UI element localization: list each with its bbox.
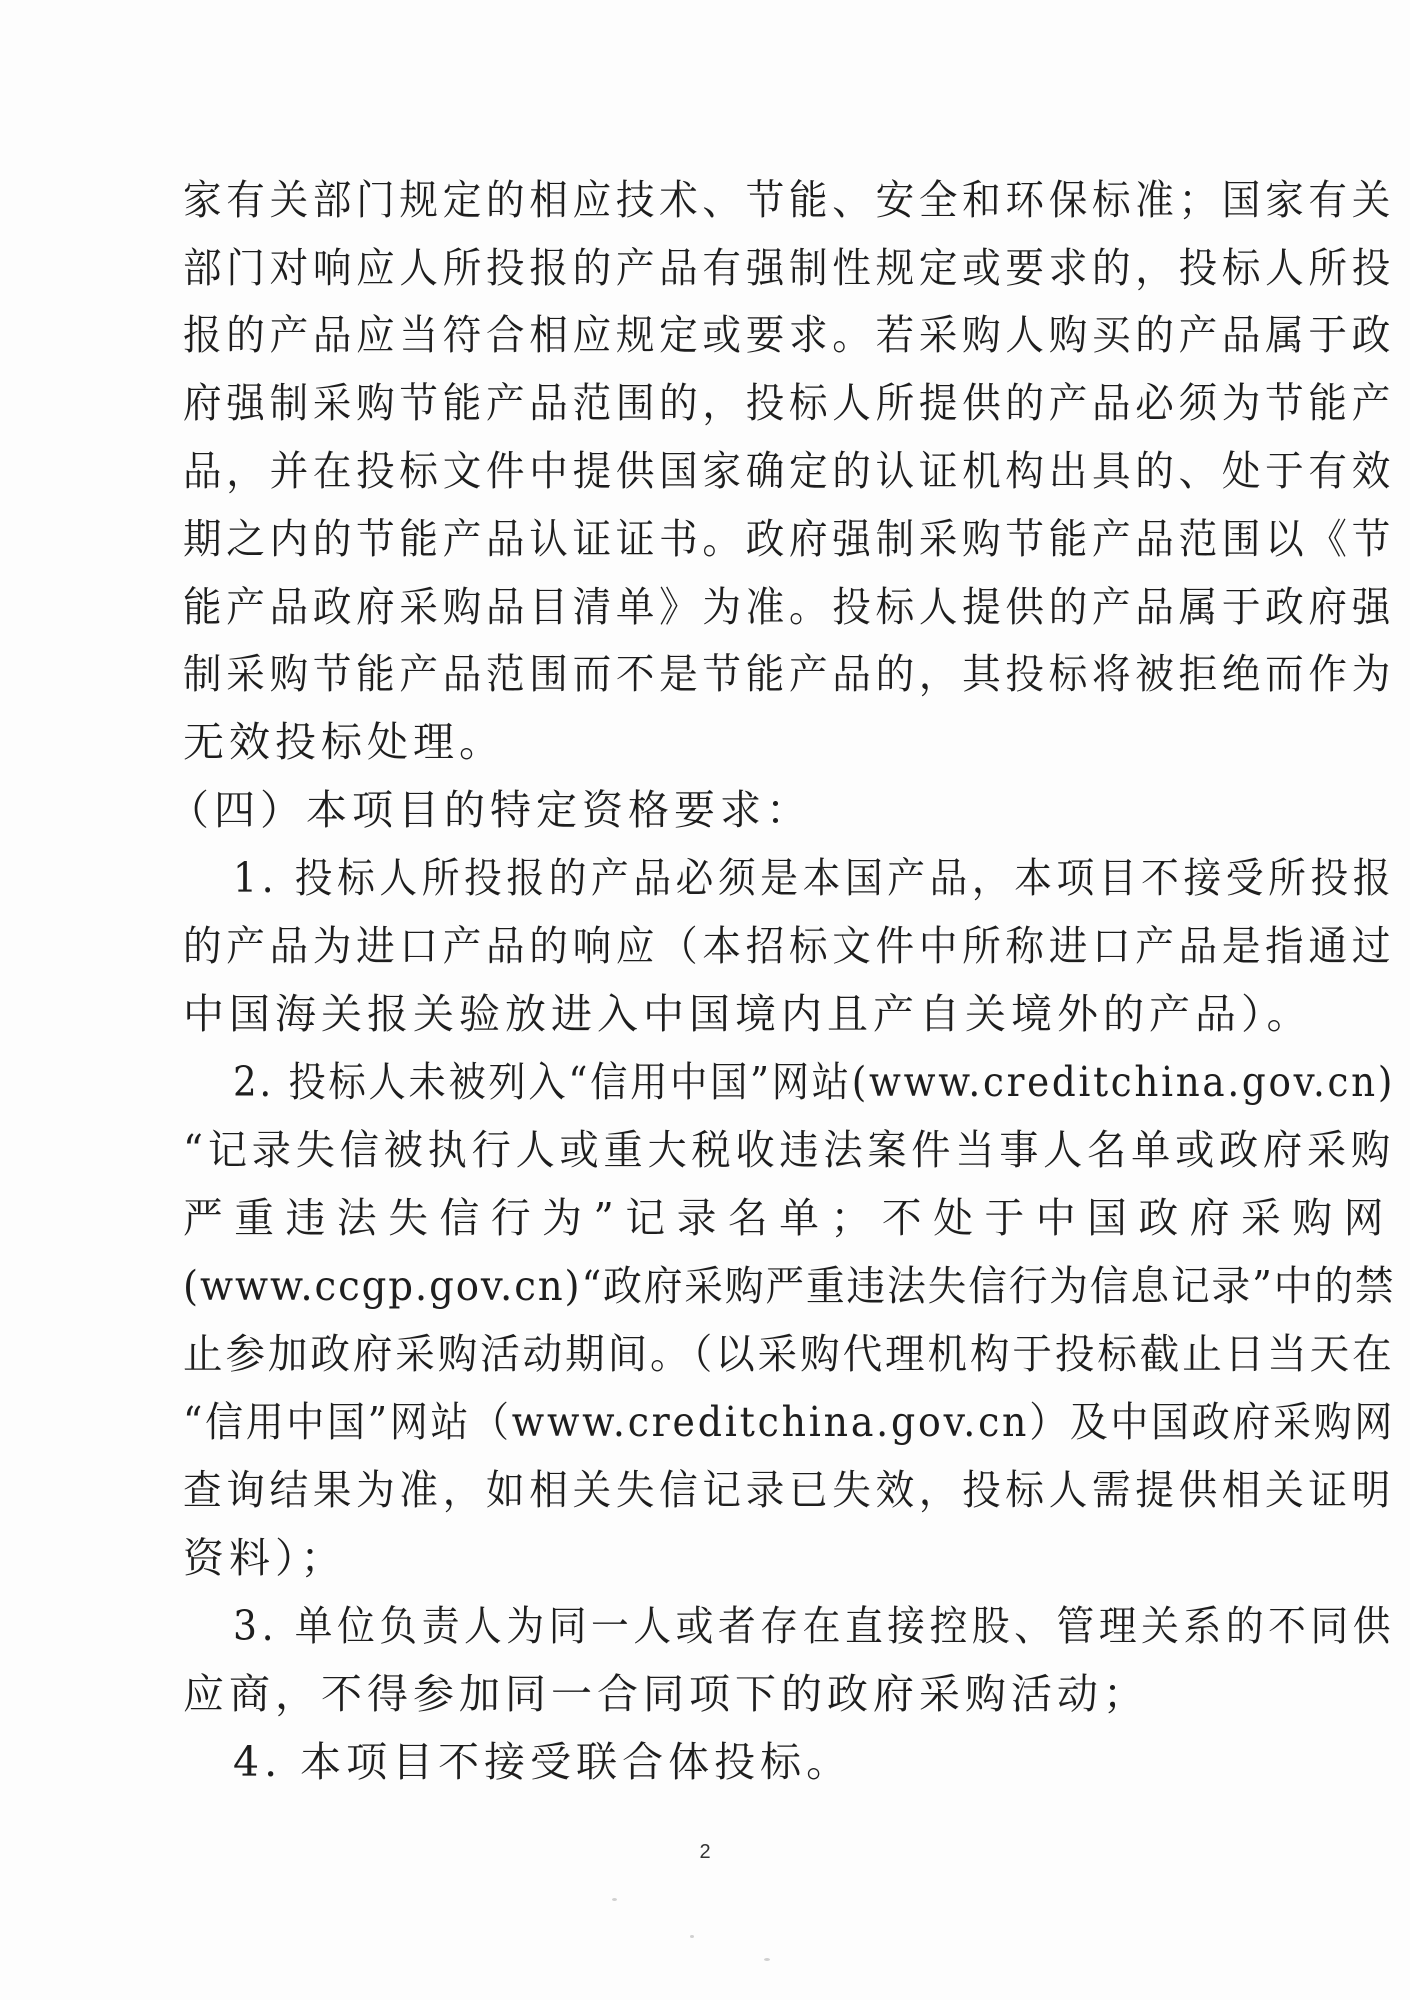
text-line: 止参加政府采购活动期间。（以采购代理机构于投标截止日当天在 [183, 1330, 1395, 1378]
list-item: 2. 投标人未被列入“信用中国”网站(www.creditchina.gov.cn) [233, 1058, 1396, 1106]
text-line: 家有关部门规定的相应技术、节能、安全和环保标准；国家有关 [183, 176, 1396, 224]
list-item: 4. 本项目不接受联合体投标。 [233, 1738, 853, 1786]
text-line: “记录失信被执行人或重大税收违法案件当事人名单或政府采购 [183, 1126, 1395, 1174]
text-line: (www.ccgp.gov.cn)“政府采购严重违法失信行为信息记录”中的禁 [183, 1262, 1396, 1310]
list-item: 1. 投标人所投报的产品必须是本国产品，本项目不接受所投报 [233, 854, 1396, 902]
page-number: 2 [699, 1841, 711, 1863]
text-line: 无效投标处理。 [183, 718, 505, 766]
text-line: 中国海关报关验放进入中国境内且产自关境外的产品）。 [183, 990, 1313, 1038]
text-line: 应商，不得参加同一合同项下的政府采购活动； [183, 1670, 1149, 1718]
section-heading: （四）本项目的特定资格要求： [168, 786, 812, 834]
scan-speck [690, 1935, 694, 1938]
text-line: 严重违法失信行为”记录名单；不处于中国政府采购网 [183, 1194, 1396, 1242]
text-line: 府强制采购节能产品范围的，投标人所提供的产品必须为节能产 [183, 379, 1396, 427]
text-line: 期之内的节能产品认证证书。政府强制采购节能产品范围以《节 [183, 515, 1396, 563]
text-line: 品，并在投标文件中提供国家确定的认证机构出具的、处于有效 [183, 447, 1396, 495]
text-line: 制采购节能产品范围而不是节能产品的，其投标将被拒绝而作为 [183, 650, 1396, 698]
text-line: 的产品为进口产品的响应（本招标文件中所称进口产品是指通过 [183, 922, 1396, 970]
scan-speck [764, 1958, 770, 1961]
text-line: 报的产品应当符合相应规定或要求。若采购人购买的产品属于政 [183, 311, 1396, 359]
text-line: 能产品政府采购品目清单》为准。投标人提供的产品属于政府强 [183, 583, 1396, 631]
text-line: 资料）； [183, 1534, 347, 1582]
text-line: 查询结果为准，如相关失信记录已失效，投标人需提供相关证明 [183, 1466, 1396, 1514]
scan-speck [612, 1898, 617, 1901]
text-line: “信用中国”网站（www.creditchina.gov.cn）及中国政府采购网 [183, 1398, 1396, 1446]
text-line: 部门对响应人所投报的产品有强制性规定或要求的，投标人所投 [183, 244, 1396, 292]
list-item: 3. 单位负责人为同一人或者存在直接控股、管理关系的不同供 [233, 1602, 1396, 1650]
